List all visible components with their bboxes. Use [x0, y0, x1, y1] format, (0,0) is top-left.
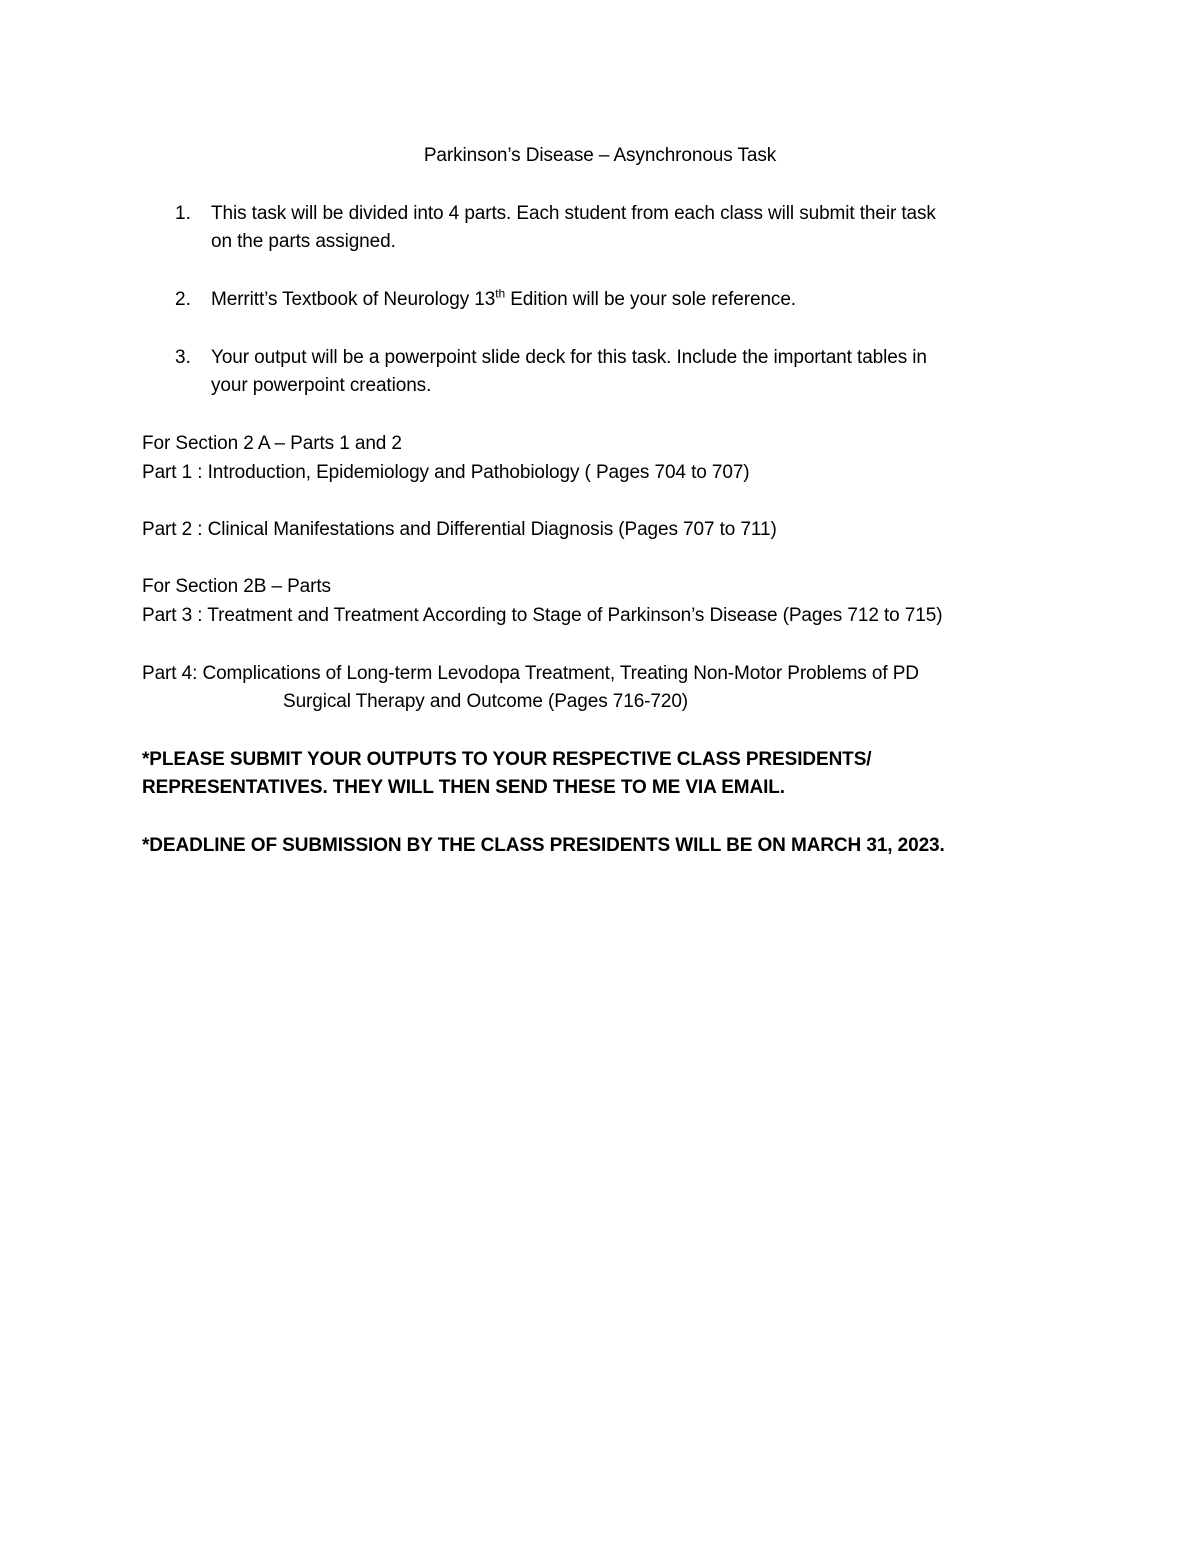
- section-b-heading: For Section 2B – Parts: [142, 576, 331, 597]
- section-a-part-1: Part 1 : Introduction, Epidemiology and Pathobiology ( Pages 704 to 707): [142, 462, 750, 483]
- list-item-2: [211, 286, 796, 314]
- list-number-2: 2.: [175, 289, 191, 310]
- section-a-part-2: Part 2 : Clinical Manifestations and Differential Diagnosis (Pages 707 to 711): [142, 519, 777, 540]
- submission-notice-line-1: *PLEASE SUBMIT YOUR OUTPUTS TO YOUR RESPECTIVE CLASS PRESIDENTS/: [142, 749, 872, 770]
- submission-notice-line-2: REPRESENTATIVES. THEY WILL THEN SEND THESE TO ME VIA EMAIL.: [142, 777, 785, 798]
- list-item-2-superscript: th: [495, 286, 506, 301]
- list-item-2-text-after: Edition will be your sole reference.: [505, 289, 796, 310]
- section-b-part-4-line-2: Surgical Therapy and Outcome (Pages 716-720): [283, 691, 689, 712]
- document-title: Parkinson’s Disease – Asynchronous Task: [423, 145, 777, 166]
- list-item-1-line-2: on the parts assigned.: [211, 231, 396, 252]
- section-a-heading: For Section 2 A – Parts 1 and 2: [142, 433, 402, 454]
- list-item-3-line-1: Your output will be a powerpoint slide deck for this task. Include the important tables in: [211, 347, 927, 368]
- section-b-part-4-line-1: Part 4: Complications of Long-term Levodopa Treatment, Treating Non-Motor Problems of PD: [142, 663, 919, 684]
- list-number-1: 1.: [175, 203, 191, 224]
- section-b-part-3: Part 3 : Treatment and Treatment According to Stage of Parkinson’s Disease (Pages 712 to 715): [142, 605, 943, 626]
- deadline-notice: *DEADLINE OF SUBMISSION BY THE CLASS PRESIDENTS WILL BE ON MARCH 31, 2023.: [142, 835, 945, 856]
- list-item-1-line-1: This task will be divided into 4 parts. Each student from each class will submit their task: [211, 203, 936, 224]
- list-item-3-line-2: your powerpoint creations.: [211, 375, 432, 396]
- list-number-3: 3.: [175, 347, 191, 368]
- list-item-2-text-before: Merritt’s Textbook of Neurology 13: [211, 289, 496, 310]
